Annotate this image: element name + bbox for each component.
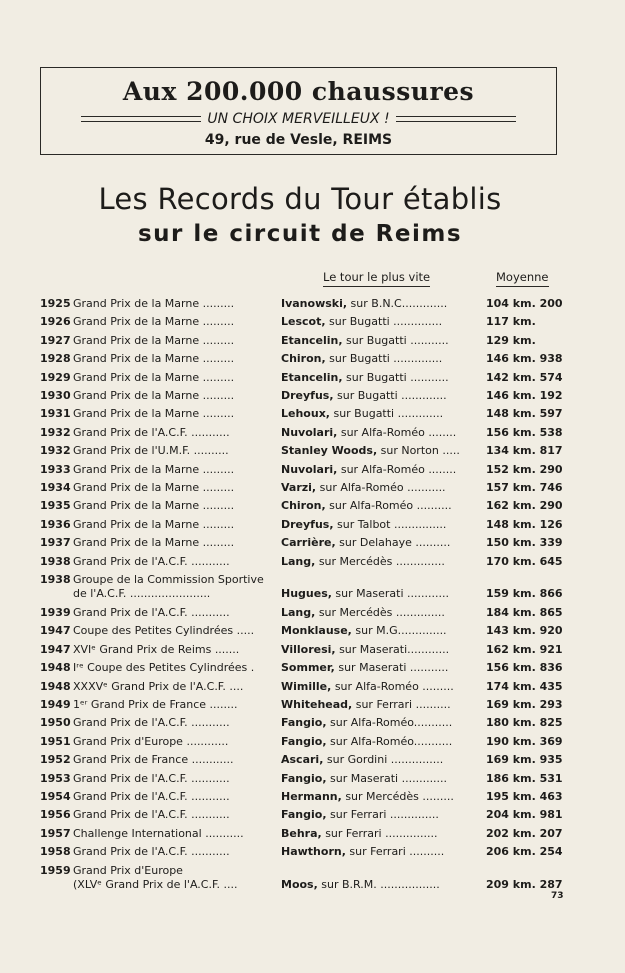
driver-car: sur Bugatti ............. <box>329 407 444 421</box>
record-driver <box>281 444 475 458</box>
driver-car: sur Alfa-Roméo ........ <box>337 425 457 439</box>
record-year: 1952 <box>40 753 71 767</box>
record-driver <box>281 716 475 730</box>
record-year: 1931 <box>40 407 71 421</box>
record-year: 1954 <box>40 790 71 803</box>
record-average-speed: 134 km. 817 <box>486 444 563 458</box>
driver-name: Nuvolari, <box>281 462 338 476</box>
record-year: 1948 <box>40 661 71 675</box>
ad-subtitle-line <box>81 110 516 128</box>
record-event: Grand Prix de la Marne ......... <box>73 333 235 347</box>
record-event: XVIᵉ Grand Prix de Reims ....... <box>73 642 240 656</box>
table-row <box>0 407 625 421</box>
record-event: Grand Prix de la Marne ......... <box>73 462 235 476</box>
driver-car: sur Mercédès .............. <box>315 554 445 568</box>
driver-car: sur B.R.M. ................. <box>317 877 440 891</box>
record-year: 1956 <box>40 808 71 822</box>
driver-car: sur Maserati............ <box>335 642 450 656</box>
record-driver <box>281 334 475 348</box>
table-row <box>0 716 625 730</box>
record-driver <box>281 878 475 892</box>
table-row <box>0 352 625 366</box>
record-event: Grand Prix de France ............ <box>73 753 234 767</box>
record-event: Grand Prix de la Marne ......... <box>73 536 235 550</box>
record-driver <box>281 315 475 329</box>
record-average-speed: 156 km. 836 <box>486 661 563 675</box>
record-driver <box>281 698 475 712</box>
record-average-speed: 104 km. 200 <box>486 297 563 310</box>
table-row <box>0 864 625 892</box>
record-event: Grand Prix de la Marne ......... <box>73 481 235 494</box>
record-event-continued: de l'A.C.F. ....................... <box>73 587 211 600</box>
record-driver <box>281 735 475 749</box>
driver-car: sur Alfa-Roméo .......... <box>325 499 452 513</box>
record-event: Grand Prix de l'A.C.F. ........... <box>73 771 230 785</box>
record-average-speed: 146 km. 192 <box>486 389 563 402</box>
record-average-speed: 152 km. 290 <box>486 462 563 476</box>
table-row <box>0 698 625 712</box>
record-average-speed: 170 km. 645 <box>486 554 563 568</box>
record-year: 1938 <box>40 554 71 568</box>
record-year: 1951 <box>40 734 71 748</box>
record-event: Grand Prix de l'A.C.F. ........... <box>73 845 230 859</box>
driver-name: Whitehead, <box>281 698 353 711</box>
record-driver <box>281 845 475 859</box>
driver-car: sur Alfa-Roméo ......... <box>331 679 454 693</box>
record-event: Coupe des Petites Cylindrées ..... <box>73 624 255 638</box>
record-driver <box>281 297 475 311</box>
record-driver <box>281 790 475 804</box>
driver-name: Dreyfus, <box>281 517 334 531</box>
record-event: 1ᵉʳ Grand Prix de France ........ <box>73 698 238 711</box>
table-row <box>0 555 625 569</box>
driver-name: Lescot, <box>281 315 326 329</box>
driver-name: Lang, <box>281 554 316 568</box>
driver-name: Hawthorn, <box>281 845 346 859</box>
driver-name: Varzi, <box>281 481 317 494</box>
record-year: 1930 <box>40 389 71 402</box>
record-average-speed: 184 km. 865 <box>486 606 563 619</box>
record-year: 1950 <box>40 716 71 730</box>
table-row <box>0 753 625 767</box>
driver-name: Carrière, <box>281 536 336 550</box>
record-driver <box>281 772 475 786</box>
record-event: Grand Prix de l'A.C.F. ........... <box>73 808 230 822</box>
driver-name: Chiron, <box>281 352 326 366</box>
record-event: Groupe de la Commission Sportive <box>73 573 264 586</box>
record-average-speed: 202 km. 207 <box>486 826 563 840</box>
record-driver <box>281 643 475 657</box>
table-row <box>0 790 625 804</box>
driver-name: Wimille, <box>281 679 332 693</box>
record-year: 1933 <box>40 462 71 476</box>
record-event: Grand Prix de l'A.C.F. ........... <box>73 425 230 439</box>
record-average-speed: 169 km. 293 <box>486 698 563 711</box>
record-year: 1957 <box>40 826 71 840</box>
driver-name: Etancelin, <box>281 333 343 347</box>
driver-car: sur Alfa-Roméo........... <box>326 734 453 748</box>
driver-car: sur Bugatti ........... <box>342 333 449 347</box>
record-average-speed: 206 km. 254 <box>486 845 563 859</box>
double-rule-left <box>81 116 201 122</box>
ad-address: 49, rue de Vesle, REIMS <box>204 132 393 148</box>
table-row <box>0 643 625 657</box>
record-average-speed: 162 km. 290 <box>486 499 563 513</box>
driver-name: Hermann, <box>281 790 342 803</box>
record-year: 1947 <box>40 624 71 638</box>
record-year: 1947 <box>40 642 71 656</box>
record-year: 1959 <box>40 863 71 877</box>
record-event: Grand Prix de la Marne ......... <box>73 389 235 402</box>
driver-name: Ivanowski, <box>281 297 348 310</box>
table-row <box>0 499 625 513</box>
record-average-speed: 190 km. 369 <box>486 734 563 748</box>
record-average-speed: 142 km. 574 <box>486 370 563 384</box>
page-title: Les Records du Tour établis <box>98 182 502 216</box>
driver-car: sur Maserati ........... <box>334 661 449 675</box>
table-row <box>0 315 625 329</box>
record-year: 1927 <box>40 333 71 347</box>
record-year: 1929 <box>40 370 71 384</box>
driver-name: Fangio, <box>281 771 327 785</box>
driver-name: Fangio, <box>281 808 327 822</box>
table-row <box>0 536 625 550</box>
record-year: 1948 <box>40 679 71 693</box>
table-row <box>0 661 625 675</box>
driver-car: sur Mercédès .............. <box>315 606 445 619</box>
driver-name: Chiron, <box>281 499 326 513</box>
ad-title: Aux 200.000 chaussures <box>122 77 475 106</box>
record-average-speed: 148 km. 597 <box>486 407 563 421</box>
driver-car: sur Ferrari .......... <box>352 698 451 711</box>
driver-name: Dreyfus, <box>281 389 334 402</box>
driver-car: sur Alfa-Roméo ........... <box>316 481 446 494</box>
table-row <box>0 624 625 638</box>
record-driver <box>281 587 475 601</box>
column-header-average: Moyenne <box>496 270 549 287</box>
record-average-speed: 159 km. 866 <box>486 587 563 600</box>
record-driver <box>281 753 475 767</box>
driver-name: Ascari, <box>281 753 324 767</box>
table-row <box>0 426 625 440</box>
record-event: Grand Prix de la Marne ......... <box>73 315 235 329</box>
advertisement-box <box>40 67 557 155</box>
driver-car: sur Maserati ............ <box>331 587 449 600</box>
driver-car: sur Maserati ............. <box>326 771 448 785</box>
record-year: 1953 <box>40 771 71 785</box>
record-average-speed: 150 km. 339 <box>486 536 563 550</box>
record-year: 1935 <box>40 499 71 513</box>
driver-name: Lehoux, <box>281 407 330 421</box>
record-average-speed: 157 km. 746 <box>486 481 563 494</box>
record-event: Grand Prix de la Marne ......... <box>73 370 235 384</box>
record-driver <box>281 407 475 421</box>
record-year: 1934 <box>40 481 71 494</box>
record-event: Grand Prix de la Marne ......... <box>73 297 235 310</box>
table-row <box>0 772 625 786</box>
record-year: 1932 <box>40 425 71 439</box>
record-event: Grand Prix de l'A.C.F. ........... <box>73 554 230 568</box>
record-average-speed: 129 km. <box>486 333 536 347</box>
record-average-speed: 146 km. 938 <box>486 352 563 366</box>
record-driver <box>281 661 475 675</box>
record-average-speed: 195 km. 463 <box>486 790 563 803</box>
record-year: 1939 <box>40 606 71 619</box>
record-average-speed: 143 km. 920 <box>486 624 563 638</box>
record-driver <box>281 463 475 477</box>
driver-car: sur Talbot ............... <box>333 517 447 531</box>
driver-name: Nuvolari, <box>281 425 338 439</box>
column-header-lap: Le tour le plus vite <box>323 270 430 287</box>
record-year: 1958 <box>40 845 71 859</box>
record-average-speed: 169 km. 935 <box>486 753 563 767</box>
record-event: Grand Prix de la Marne ......... <box>73 352 235 366</box>
record-driver <box>281 536 475 550</box>
record-event: Grand Prix de la Marne ......... <box>73 407 235 421</box>
record-average-speed: 204 km. 981 <box>486 808 563 822</box>
record-driver <box>281 352 475 366</box>
driver-car: sur Ferrari .............. <box>326 808 439 822</box>
record-year: 1932 <box>40 444 71 458</box>
table-row <box>0 845 625 859</box>
record-driver <box>281 371 475 385</box>
record-driver <box>281 624 475 638</box>
driver-name: Hugues, <box>281 587 332 600</box>
record-driver <box>281 499 475 513</box>
table-row <box>0 389 625 403</box>
record-year: 1949 <box>40 698 71 711</box>
driver-car: sur Bugatti ............. <box>333 389 447 402</box>
driver-car: sur Ferrari ............... <box>321 826 438 840</box>
record-event: Grand Prix d'Europe <box>73 863 183 877</box>
record-average-speed: 186 km. 531 <box>486 771 563 785</box>
table-row <box>0 827 625 841</box>
record-average-speed: 174 km. 435 <box>486 679 563 693</box>
record-event: Grand Prix de la Marne ......... <box>73 517 235 531</box>
table-row <box>0 481 625 495</box>
record-event: Iʳᵉ Coupe des Petites Cylindrées . <box>73 661 255 675</box>
record-driver <box>281 808 475 822</box>
ad-subtitle: UN CHOIX MERVEILLEUX ! <box>207 111 390 127</box>
record-average-speed: 148 km. 126 <box>486 517 563 531</box>
driver-car: sur Alfa-Roméo........... <box>326 716 453 730</box>
record-event: Grand Prix d'Europe ............ <box>73 734 229 748</box>
driver-car: sur Ferrari .......... <box>345 845 445 859</box>
record-driver <box>281 426 475 440</box>
record-driver <box>281 680 475 694</box>
driver-name: Fangio, <box>281 734 327 748</box>
table-row <box>0 334 625 348</box>
driver-name: Etancelin, <box>281 370 343 384</box>
record-driver <box>281 606 475 620</box>
driver-car: sur Alfa-Roméo ........ <box>337 462 457 476</box>
table-row <box>0 606 625 620</box>
driver-car: sur Bugatti ........... <box>342 370 449 384</box>
driver-name: Lang, <box>281 606 316 619</box>
record-event-continued: (XLVᵉ Grand Prix de l'A.C.F. .... <box>73 877 238 891</box>
table-row <box>0 463 625 477</box>
record-event: XXXVᵉ Grand Prix de l'A.C.F. .... <box>73 679 244 693</box>
driver-car: sur Norton ..... <box>377 444 460 458</box>
record-year: 1925 <box>40 297 71 310</box>
table-row <box>0 680 625 694</box>
record-event: Grand Prix de l'A.C.F. ........... <box>73 606 230 619</box>
driver-car: sur B.N.C............. <box>347 297 448 310</box>
driver-car: sur Gordini ............... <box>323 753 444 767</box>
table-row <box>0 573 625 601</box>
driver-name: Monklause, <box>281 624 352 638</box>
driver-car: sur Delahaye .......... <box>335 536 451 550</box>
double-rule-right <box>396 116 516 122</box>
driver-name: Stanley Woods, <box>281 444 378 458</box>
table-row <box>0 808 625 822</box>
table-row <box>0 518 625 532</box>
driver-name: Fangio, <box>281 716 327 730</box>
record-year: 1926 <box>40 315 71 329</box>
record-driver <box>281 827 475 841</box>
record-average-speed: 180 km. 825 <box>486 716 563 730</box>
record-year: 1936 <box>40 517 71 531</box>
record-event: Grand Prix de l'A.C.F. ........... <box>73 716 230 730</box>
driver-name: Moos, <box>281 877 318 891</box>
record-event: Challenge International ........... <box>73 826 244 840</box>
record-average-speed: 162 km. 921 <box>486 642 563 656</box>
table-row <box>0 735 625 749</box>
driver-name: Villoresi, <box>281 642 336 656</box>
table-row <box>0 297 625 311</box>
record-year: 1937 <box>40 536 71 550</box>
table-row <box>0 444 625 458</box>
record-year: 1928 <box>40 352 71 366</box>
record-driver <box>281 518 475 532</box>
record-driver <box>281 555 475 569</box>
driver-car: sur Bugatti .............. <box>325 315 443 329</box>
record-event: Grand Prix de l'U.M.F. .......... <box>73 444 229 458</box>
table-row <box>0 371 625 385</box>
page-number: 73 <box>551 891 564 901</box>
driver-car: sur Bugatti .............. <box>325 352 443 366</box>
record-driver <box>281 389 475 403</box>
driver-name: Behra, <box>281 826 322 840</box>
driver-car: sur M.G.............. <box>351 624 447 638</box>
record-driver <box>281 481 475 495</box>
record-average-speed: 117 km. <box>486 315 536 329</box>
record-event: Grand Prix de la Marne ......... <box>73 499 235 513</box>
driver-name: Sommer, <box>281 661 335 675</box>
record-average-speed: 156 km. 538 <box>486 425 563 439</box>
record-average-speed: 209 km. 287 <box>486 877 563 891</box>
record-year: 1938 <box>40 573 71 586</box>
page-subtitle: sur le circuit de Reims <box>137 221 463 247</box>
record-event: Grand Prix de l'A.C.F. ........... <box>73 790 230 803</box>
driver-car: sur Mercédès ......... <box>341 790 454 803</box>
